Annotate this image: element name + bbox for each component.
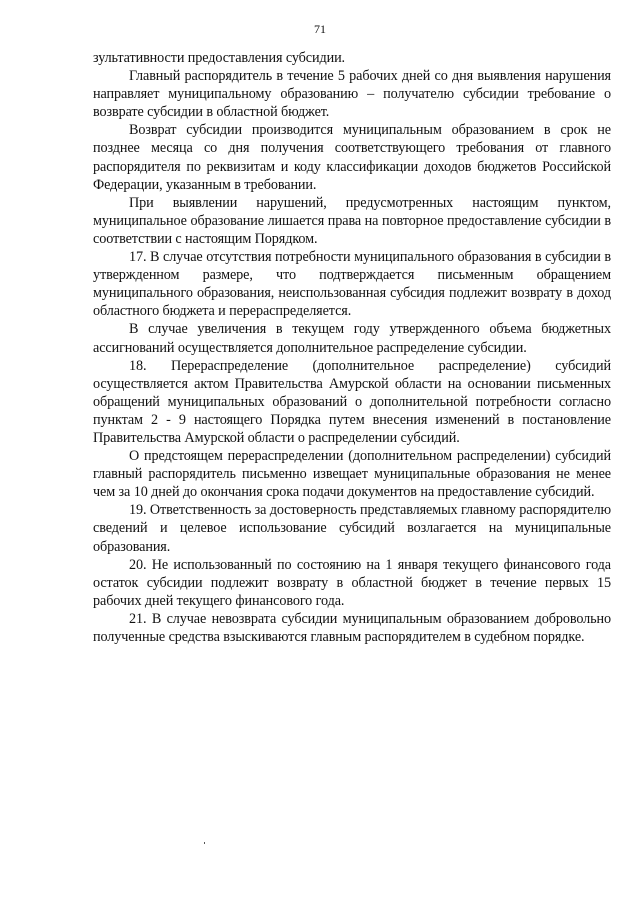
paragraph-return-deadline: Возврат субсидии производится муниципальным образованием в срок не позднее месяца со дня получения соответствующего требования от главного распорядителя по реквизитам и коду классификации доходов бюджетов Российской Федерации, указанным в требовании. [93, 122, 611, 193]
paragraph-redistribution-notice: О предстоящем перераспределении (дополнительном распределении) субсидий главный распорядитель письменно извещает муниципальные образования не менее чем за 10 дней до окончания срока подачи документов на предоставление субсидий. [93, 448, 611, 501]
page-number: 71 [314, 22, 326, 36]
paragraph-item-21: 21. В случае невозврата субсидии муниципальным образованием добровольно полученные средства взыскиваются главным распорядителем в судебном порядке. [93, 610, 611, 645]
paragraph-additional-distribution: В случае увеличения в текущем году утвержденного объема бюджетных ассигнований осуществляется дополнительное распределение субсидии. [93, 321, 611, 356]
paragraph-item-20: 20. Не использованный по состоянию на 1 января текущего финансового года остаток субсидии подлежит возврату в областной бюджет в течение первых 15 рабочих дней текущего финансового года. [93, 556, 611, 609]
scan-speck [204, 842, 205, 844]
paragraph-item-17: 17. В случае отсутствия потребности муниципального образования в субсидии в утвержденном размере, что подтверждается письменным обращением муниципального образования, неиспользованная субсидия подлежит возврату в доход областного бюджета и перераспределяется. [93, 249, 611, 320]
paragraph-continuation: зультативности предоставления субсидии. [93, 50, 346, 66]
paragraph-violation-consequence: При выявлении нарушений, предусмотренных настоящим пунктом, муниципальное образование лишается права на повторное предоставление субсидии в соответствии с настоящим Порядком. [93, 194, 611, 247]
paragraph-item-19: 19. Ответственность за достоверность представляемых главному распорядителю сведений и целевое использование субсидий возлагается на муниципальные образования. [93, 502, 611, 555]
paragraph-item-18: 18. Перераспределение (дополнительное распределение) субсидий осуществляется актом Правительства Амурской области на основании письменных обращений муниципальных образований о дополнительной потребности согласно пунктам 2 - 9 настоящего Порядка путем внесения изменений в постановление Правительства Амурской области о распределении субсидий. [93, 357, 611, 446]
paragraph-return-requirement: Главный распорядитель в течение 5 рабочих дней со дня выявления нарушения направляет муниципальному образованию – получателю субсидии требование о возврате субсидии в областной бюджет. [93, 68, 611, 121]
document-body [93, 49, 611, 646]
